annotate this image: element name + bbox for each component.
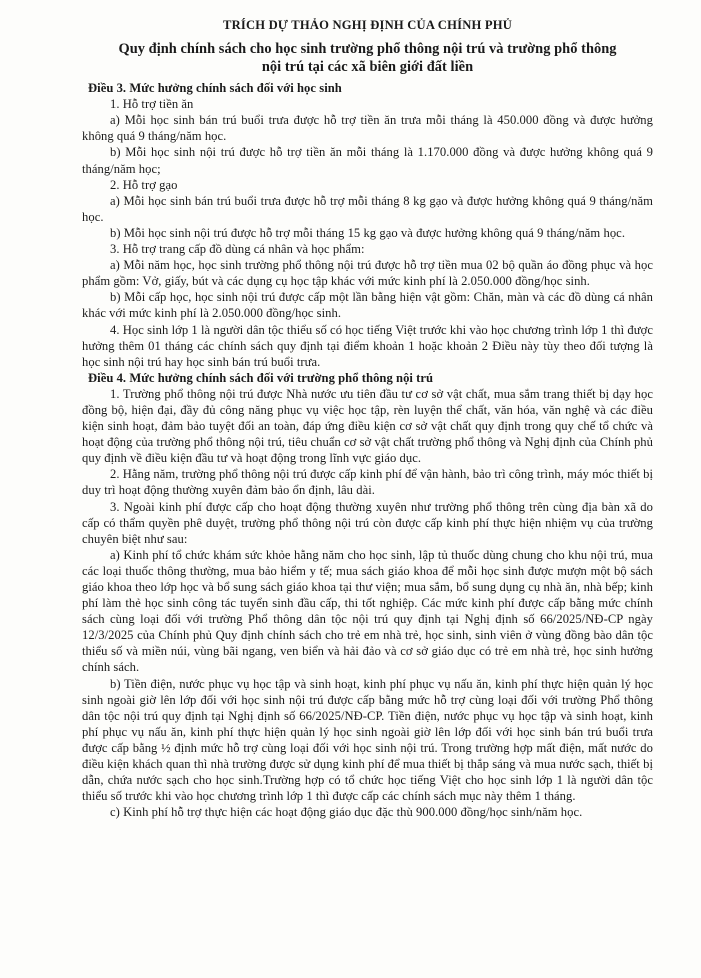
article-3-section-2b: b) Mỗi học sinh nội trú được hỗ trợ mỗi tháng 15 kg gạo và được hưởng không quá 9 tháng/năm học. [110,225,626,240]
article-3 [82,80,653,370]
article-4-heading: Điều 4. Mức hưởng chính sách đối với trường phổ thông nội trú [88,370,434,385]
document-header: TRÍCH DỰ THẢO NGHỊ ĐỊNH CỦA CHÍNH PHỦ [222,18,513,32]
article-4-paragraph-2: 2. Hằng năm, trường phổ thông nội trú được cấp kinh phí để vận hành, bảo trì công trình, máy móc thiết bị duy trì hoạt động thường xuyên đảm bảo ổn định, lâu dài. [82,467,653,498]
title-line-1: Quy định chính sách cho học sinh trường phổ thông nội trú và trường phổ thông [118,41,617,58]
article-3-heading: Điều 3. Mức hưởng chính sách đối với học sinh [88,81,342,96]
article-3-section-1: 1. Hỗ trợ tiền ăn [110,97,194,112]
article-3-section-3: 3. Hỗ trợ trang cấp đồ dùng cá nhân và học phẩm: [110,242,365,257]
article-4-paragraph-3: 3. Ngoài kinh phí được cấp cho hoạt động thường xuyên như trường phổ thông trên cùng địa bàn xã do cấp có thẩm quyền phê duyệt, trường phổ thông nội trú còn được cấp kinh phí thực hiện nhiệm vụ của trường chuyên biệt như sau: [82,499,653,546]
article-3-section-4: 4. Học sinh lớp 1 là người dân tộc thiểu số có học tiếng Việt trước khi vào học chương trình lớp 1 thì được hưởng thêm 01 tháng các chính sách quy định tại điểm khoản 1 hoặc khoản 2 Điều này tùy theo đối tượng là học sinh nội trú hay học sinh bán trú buổi trưa. [82,322,653,369]
article-3-section-1b: b) Mỗi học sinh nội trú được hỗ trợ tiền ăn mỗi tháng là 1.170.000 đồng và được hưởng không quá 9 tháng/năm học; [82,145,653,176]
article-3-section-3a: a) Mỗi năm học, học sinh trường phổ thông nội trú được hỗ trợ tiền mua 02 bộ quần áo đồng phục và học phẩm gồm: Vở, giấy, bút và các dụng cụ học tập khác với mức kinh phí là 2.050.000 đồng/học sinh. [82,258,653,289]
article-3-section-2: 2. Hỗ trợ gạo [110,177,178,192]
article-3-section-2a: a) Mỗi học sinh bán trú buổi trưa được hỗ trợ mỗi tháng 8 kg gạo và được hưởng không quá 9 tháng/năm học. [82,193,653,224]
article-4 [82,370,653,821]
title-line-2: nội trú tại các xã biên giới đất liền [261,59,474,76]
article-4-paragraph-1: 1. Trường phổ thông nội trú được Nhà nước ưu tiên đầu tư cơ sở vật chất, mua sắm trang thiết bị dạy học đồng bộ, hiện đại, đầy đủ công năng phục vụ việc học tập, rèn luyện thể chất, văn hóa, văn nghệ và các điều kiện sinh hoạt, đảm bảo tuyệt đối an toàn, đáp ứng điều kiện cơ sở vật chất quy định trong quy chế tổ chức và hoạt động của trường phổ thông nội trú, tiêu chuẩn cơ sở vật chất trường phổ thông và Nghị định của Chính phủ quy định về điều kiện đầu tư và hoạt động trong lĩnh vực giáo dục. [82,386,653,466]
article-4-paragraph-3a: a) Kinh phí tổ chức khám sức khỏe hằng năm cho học sinh, lập tủ thuốc dùng chung cho khu nội trú, mua các loại thuốc thông thường, mua bảo hiểm y tế; mua sách giáo khoa để mỗi học sinh được mượn một bộ sách giáo khoa theo lớp học và bổ sung sách giáo khoa tại thư viện; mua sắm, bổ sung dụng cụ nhà ăn, nhà bếp; kinh phí làm thẻ học sinh công tác tuyển sinh đầu cấp, thi tốt nghiệp. Các mức kinh phí được cấp bằng mức chính sách cùng loại đối với trường Phổ thông dân tộc nội trú quy định tại Nghị định số 66/2025/NĐ-CP ngày 12/3/2025 của Chính phủ Quy định chính sách cho trẻ em nhà trẻ, học sinh, sinh viên ở vùng đồng bào dân tộc thiểu số và miền núi, vùng bãi ngang, ven biển và hải đảo và cơ sở giáo dục có trẻ em nhà trẻ, học sinh hưởng chính sách. [82,547,653,675]
article-4-paragraph-3c: c) Kinh phí hỗ trợ thực hiện các hoạt động giáo dục đặc thù 900.000 đồng/học sinh/năm học. [110,805,583,820]
article-3-section-1a: a) Mỗi học sinh bán trú buổi trưa được hỗ trợ tiền ăn trưa mỗi tháng là 450.000 đồng và được hưởng không quá 9 tháng/năm học. [82,113,653,144]
document-title [82,40,653,76]
article-4-paragraph-3b: b) Tiền điện, nước phục vụ học tập và sinh hoạt, kinh phí phục vụ nấu ăn, kinh phí thực hiện quản lý học sinh ngoài giờ lên lớp đối với học sinh nội trú được cấp bằng mức hỗ trợ cùng loại đối với trường Phổ thông dân tộc nội trú quy định tại Nghị định số 66/2025/NĐ-CP. Tiền điện, nước phục vụ học tập và sinh hoạt, kinh phí phục vụ nấu ăn, kinh phí thực hiện quản lý học sinh ngoài giờ lên lớp đối với học sinh bán trú buổi trưa được cấp bằng ½ định mức hỗ trợ cùng loại đối với học sinh nội trú. Trong trường hợp mất điện, mất nước do điều kiện khách quan thì nhà trường được sử dụng kinh phí để mua thiết bị thắp sáng và mua nước sạch, thiết bị dẫn, chứa nước sạch cho học sinh.Trường hợp có tổ chức học tiếng Việt cho học sinh lớp 1 là người dân tộc thiểu số trước khi vào học chương trình lớp 1 thì được cấp các chính sách mục này thêm 1 tháng. [82,676,653,804]
article-3-section-3b: b) Mỗi cấp học, học sinh nội trú được cấp một lần bằng hiện vật gồm: Chăn, màn và các đồ dùng cá nhân khác với mức kinh phí là 2.050.000 đồng/học sinh. [82,290,653,321]
